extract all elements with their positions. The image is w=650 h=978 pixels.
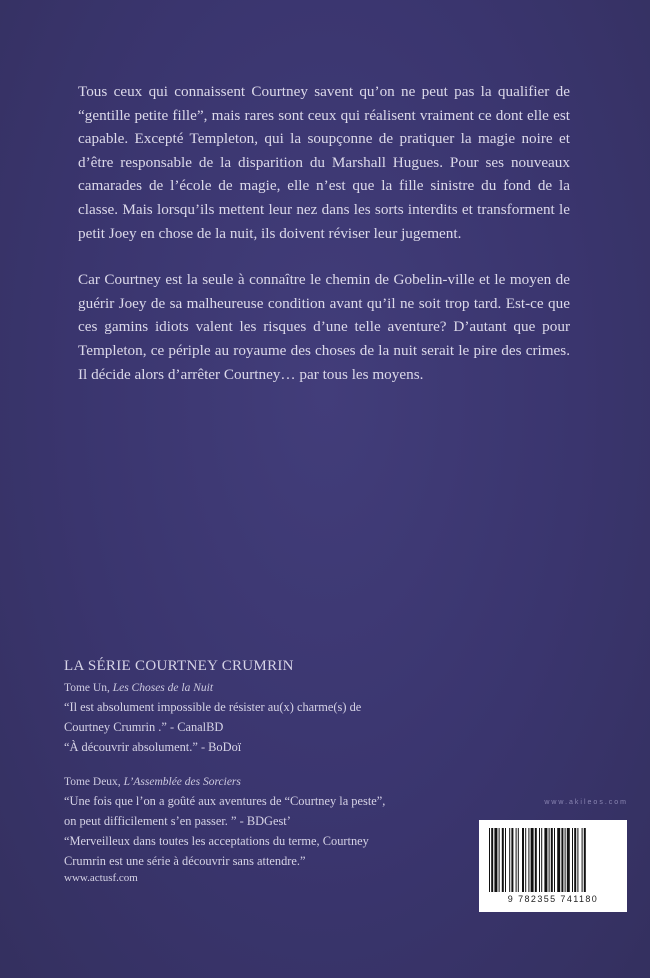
tome-1-name: Les Choses de la Nuit <box>112 682 214 694</box>
tome-2-name: L’Assemblée des Sorciers <box>123 776 241 788</box>
tome-1-quote-1b: Courtney Crumrin .” - CanalBD <box>64 720 224 734</box>
publisher-url: www.akileos.com <box>544 799 628 806</box>
tome-2-quote-2a: “Merveilleux dans toutes les acceptations du terme, Courtney <box>64 834 369 848</box>
blurb-paragraph-1: Tous ceux qui connaissent Courtney savent qu’on ne peut pas la qualifier de “gentille petite fille”, mais rares sont ceux qui réalisent vraiment ce dont elle est capable. Excepté Templeton, qui la soupçonne de pratiquer la magie noire et d’être responsable de la disparition du Marshall Hugues. Pour ses nouveaux camarades de l’école de magie, elle n’est que la fille sinistre du fond de la classe. Mais lorsqu’ils mettent leur nez dans les sorts interdits et transforment le petit Joey en chose de la nuit, ils doivent réviser leur jugement. <box>78 83 570 242</box>
tome-1-quote-2: “À découvrir absolument.” - BoDoï <box>64 740 242 754</box>
series-title: LA SÉRIE COURTNEY CRUMRIN <box>64 658 294 674</box>
tome-1-quote-1a: “Il est absolument impossible de résister au(x) charme(s) de <box>64 700 362 714</box>
tome-2-quote-2b: Crumrin est une série à découvrir sans attendre.” <box>64 854 306 868</box>
barcode-bars-icon <box>487 828 619 892</box>
isbn-barcode <box>479 820 627 912</box>
spacer <box>64 758 484 776</box>
tome-2-label: Tome Deux, <box>64 776 124 788</box>
blurb-paragraph-2: Car Courtney est la seule à connaître le chemin de Gobelin-ville et le moyen de guérir Joey de sa malheureuse condition avant qu’il ne soit trop tard. Est-ce que ces gamins idiots valent les risques d’une telle aventure? D’autant que pour Templeton, ce périple au royaume des choses de la nuit serait le pire des crimes. Il décide alors d’arrêter Courtney… par tous les moyens. <box>78 271 570 383</box>
tome-2-quote-1a: “Une fois que l’on a goûté aux aventures de “Courtney la peste”, <box>64 794 386 808</box>
tome-2-heading <box>64 776 484 788</box>
tome-1-heading <box>64 682 484 694</box>
tome-1-label: Tome Un, <box>64 682 113 694</box>
back-cover-blurb <box>78 80 570 409</box>
series-reviews <box>64 658 484 884</box>
barcode-digits: 9 782355 741180 <box>507 894 599 904</box>
tome-2-quote-1b: on peut difficilement s’en passer. ” - BDGest’ <box>64 814 291 828</box>
review-site: www.actusf.com <box>64 872 138 884</box>
